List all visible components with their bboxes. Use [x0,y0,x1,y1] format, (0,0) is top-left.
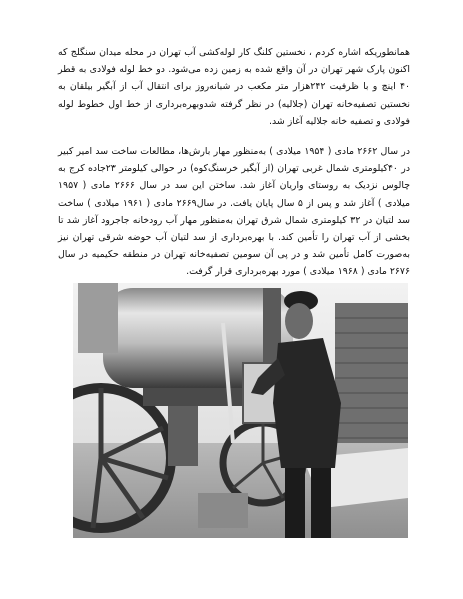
water-seller-photo [73,283,408,538]
paragraph-dams-history: در سال ۲۶۶۲ مادی ( ۱۹۵۴ میلادی ) به‌منظور مهار بارش‌ها، مطالعات ساخت سد امیر کبیر در ۴۰کیلومتری شمال غربی تهران (از آبگیر خرسنگ‌کوه) در حوالی کیلومتر ۲۳جاده کرج به چالوس نزدیک به روستای واریان آغاز شد. ساختن این سد در سال ۲۶۶۶ مادی ( ۱۹۵۷ میلادی ) آغاز شد و پس از ۵ سال پایان یافت. در سال۲۶۶۹ مادی ( ۱۹۶۱ میلادی ) ساخت سد لتیان در ۳۲ کیلومتری شمال شرق تهران به‌منظور مهار آب رودخانه جاجرود آغاز شد تا بخشی از آب تهران را تأمین کند. با بهره‌برداری از سد لتیان آب حوضه شرقی تهران نیز به‌صورت کامل تأمین شد و در پی آن سومین تصفیه‌خانه تهران در منطقه حکیمیه در سال ۲۶۷۶ مادی ( ۱۹۶۸ میلادی ) مورد بهره‌برداری قرار گرفت. [58,146,410,278]
photo-illustration [73,283,408,538]
paragraph-water-pipeline-history: همانطوریکه اشاره کردم ، نخستین کلنگ کار لوله‌کشی آب تهران در محله میدان سنگلج که اکنون پارک شهر تهران در آن واقع شده به زمین زده می‌شود. دو خط لوله فولادی به قطر ۴۰ اینچ و با ظرفیت ۲۴۲هزار متر مکعب در شبانه‌روز برای انتقال آب از آبگیر بیلقان به نخستین تصفیه‌خانه تهران (جلالیه) در نظر گرفته شدوبهره‌برداری از خط اول خطوط لوله فولادی و تصفیه خانه جلالیه آغاز شد. [58,47,411,127]
